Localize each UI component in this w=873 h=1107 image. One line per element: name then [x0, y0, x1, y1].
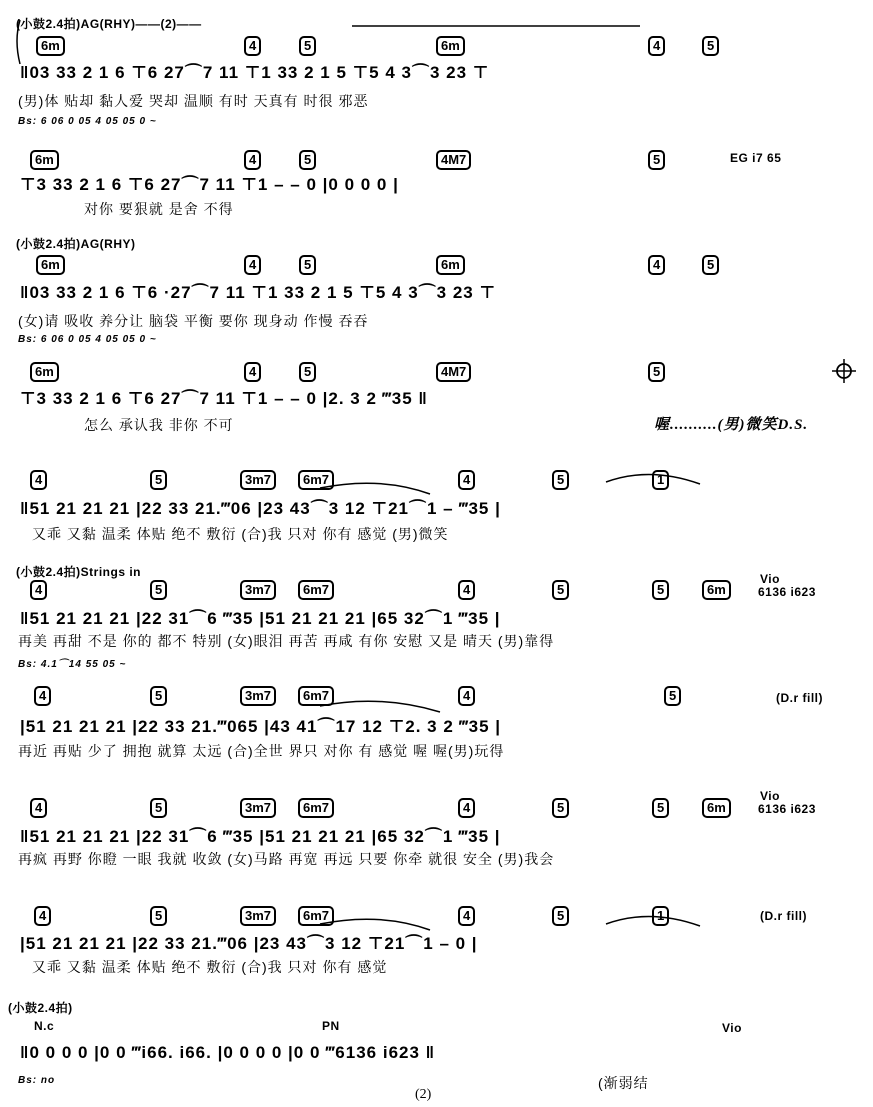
row-6-notes: ‖51 21 21 21 |22 31⌒6 ‴35 |51 21 21 21 |65 32⌒1 ‴35 |	[20, 609, 501, 628]
row-5-lyrics: 又乖 又黏 温柔 体贴 绝不 敷衍 (合)我 只对 你有 感觉 (男)微笑	[32, 526, 449, 542]
chord-4: 4	[458, 798, 475, 818]
vio-notes: 6136 i623	[758, 585, 816, 599]
chord-4M7: 4M7	[436, 362, 471, 382]
chord-6m: 6m	[702, 580, 731, 600]
row-6-lyrics: 再美 再甜 不是 你的 都不 特别 (女)眼泪 再苦 再咸 有你 安慰 又是 晴天 (男)靠得	[18, 633, 555, 649]
chord-4M7: 4M7	[436, 150, 471, 170]
row-1-notes: ‖03 33 2 1 6 ⊤6 27⌒7 11 ⊤1 33 2 1 5 ⊤5 4 3⌒3 23 ⊤	[20, 63, 490, 82]
chord-4: 4	[458, 580, 475, 600]
slur	[320, 701, 440, 712]
chord-6m: 6m	[436, 255, 465, 275]
ds-marking: 喔..........(男)微笑D.S.	[654, 417, 809, 433]
chord-5: 5	[652, 798, 669, 818]
chord-4: 4	[244, 255, 261, 275]
row-8-lyrics: 再疯 再野 你瞪 一眼 我就 收敛 (女)马路 再宽 再远 只要 你牵 就很 安全 (男)我会	[18, 851, 555, 867]
row-8-notes: ‖51 21 21 21 |22 31⌒6 ‴35 |51 21 21 21 |65 32⌒1 ‴35 |	[20, 827, 501, 846]
row-3-header: (小鼓2.4拍)AG(RHY)	[16, 237, 136, 251]
coda-sign-icon	[832, 359, 856, 383]
fade-out-marking: (渐弱结	[598, 1075, 649, 1091]
bracket-curve	[17, 20, 20, 64]
row-1-lyrics: (男)体 贴却 黏人爱 哭却 温顺 有时 天真有 时很 邪恶	[18, 93, 369, 109]
chord-4: 4	[458, 470, 475, 490]
row-5-notes: ‖51 21 21 21 |22 33 21.‴06 |23 43⌒3 12 ⊤21⌒1 – ‴35 |	[20, 499, 501, 518]
chord-6m: 6m	[36, 36, 65, 56]
chord-5: 5	[150, 906, 167, 926]
chord-4: 4	[244, 36, 261, 56]
slur	[320, 483, 430, 494]
chord-4: 4	[458, 906, 475, 926]
drum-fill-marking: (D.r fill)	[776, 691, 823, 705]
chord-5: 5	[702, 255, 719, 275]
vio-label: Vio	[760, 572, 780, 586]
row-3-lyrics: (女)请 吸收 养分让 脑袋 平衡 要你 现身动 作慢 吞吞	[18, 313, 369, 329]
vio-label: Vio	[760, 789, 780, 803]
row-7-notes: |51 21 21 21 |22 33 21.‴065 |43 41⌒17 12 ⊤2. 3 2 ‴35 |	[20, 717, 502, 736]
row-9-notes: |51 21 21 21 |22 33 21.‴06 |23 43⌒3 12 ⊤21⌒1 – 0 |	[20, 934, 478, 953]
chord-1: 1	[652, 906, 669, 926]
slur	[320, 919, 430, 930]
chord-4: 4	[34, 906, 51, 926]
vio-notes: 6136 i623	[758, 802, 816, 816]
nc-marking: N.c	[34, 1019, 55, 1033]
chord-5: 5	[552, 906, 569, 926]
chord-5: 5	[652, 580, 669, 600]
row-4-notes: ⊤3 33 2 1 6 ⊤6 27⌒7 11 ⊤1 – – 0 |2. 3 2 ‴35 ‖	[20, 389, 428, 408]
chord-5: 5	[150, 470, 167, 490]
chord-6m: 6m	[36, 255, 65, 275]
chord-5: 5	[702, 36, 719, 56]
chord-4: 4	[244, 150, 261, 170]
page-number: (2)	[415, 1087, 432, 1102]
chord-4: 4	[648, 255, 665, 275]
row-4-lyrics: 怎么 承认我 非你 不可	[84, 417, 234, 433]
chord-5: 5	[299, 150, 316, 170]
chord-4: 4	[244, 362, 261, 382]
row-7-lyrics: 再近 再贴 少了 拥抱 就算 太远 (合)全世 界只 对你 有 感觉 喔 喔(男)玩得	[18, 743, 505, 759]
chord-6m7: 6m7	[298, 686, 334, 706]
row-2-notes: ⊤3 33 2 1 6 ⊤6 27⌒7 11 ⊤1 – – 0 |0 0 0 0 |	[20, 175, 399, 194]
row-6-bass: Bs: 4.1⌒14 55 05 ~	[18, 659, 127, 670]
chord-5: 5	[299, 255, 316, 275]
row-1-bass: Bs: 6 06 0 05 4 05 05 0 ~	[18, 116, 157, 127]
row-10-notes: ‖0 0 0 0 |0 0 ‴i66. i66. |0 0 0 0 |0 0 ‴6136 i623 ‖	[20, 1043, 436, 1062]
chord-4: 4	[30, 798, 47, 818]
drum-fill-marking: (D.r fill)	[760, 909, 807, 923]
chord-6m: 6m	[702, 798, 731, 818]
chord-6m: 6m	[30, 362, 59, 382]
chord-5: 5	[299, 362, 316, 382]
chord-5: 5	[150, 798, 167, 818]
row-2-lyrics: 对你 要狠就 是舍 不得	[84, 201, 234, 217]
chord-5: 5	[150, 580, 167, 600]
row-3-bass: Bs: 6 06 0 05 4 05 05 0 ~	[18, 334, 157, 345]
chord-3m7: 3m7	[240, 686, 276, 706]
chord-4: 4	[34, 686, 51, 706]
chord-5: 5	[150, 686, 167, 706]
chord-6m7: 6m7	[298, 798, 334, 818]
chord-3m7: 3m7	[240, 906, 276, 926]
chord-3m7: 3m7	[240, 798, 276, 818]
eg-marking: EG i7 65	[730, 151, 782, 165]
chord-6m: 6m	[30, 150, 59, 170]
row-3-notes: ‖03 33 2 1 6 ⊤6 ·27⌒7 11 ⊤1 33 2 1 5 ⊤5 4 3⌒3 23 ⊤	[20, 283, 496, 302]
chord-5: 5	[552, 798, 569, 818]
row-6-header: (小鼓2.4拍)Strings in	[16, 565, 142, 579]
chord-3m7: 3m7	[240, 580, 276, 600]
row-10-bass: Bs: no	[18, 1075, 56, 1086]
chord-4: 4	[30, 580, 47, 600]
chord-4: 4	[30, 470, 47, 490]
chord-5: 5	[299, 36, 316, 56]
pn-marking: PN	[322, 1019, 340, 1033]
row-9-lyrics: 又乖 又黏 温柔 体贴 绝不 敷衍 (合)我 只对 你有 感觉	[32, 959, 388, 975]
row-1-header: (小鼓2.4拍)AG(RHY)——(2)——	[16, 17, 202, 31]
slur	[606, 916, 700, 926]
vio-label: Vio	[722, 1021, 742, 1035]
chord-5: 5	[552, 580, 569, 600]
chord-6m: 6m	[436, 36, 465, 56]
chord-3m7: 3m7	[240, 470, 276, 490]
chord-6m7: 6m7	[298, 470, 334, 490]
chord-6m7: 6m7	[298, 580, 334, 600]
chord-4: 4	[648, 36, 665, 56]
chord-5: 5	[552, 470, 569, 490]
row-10-header: (小鼓2.4拍)	[8, 1001, 73, 1015]
chord-1: 1	[652, 470, 669, 490]
chord-4: 4	[458, 686, 475, 706]
slur	[606, 474, 700, 484]
chord-5: 5	[664, 686, 681, 706]
chord-6m7: 6m7	[298, 906, 334, 926]
chord-5: 5	[648, 362, 665, 382]
chord-5: 5	[648, 150, 665, 170]
